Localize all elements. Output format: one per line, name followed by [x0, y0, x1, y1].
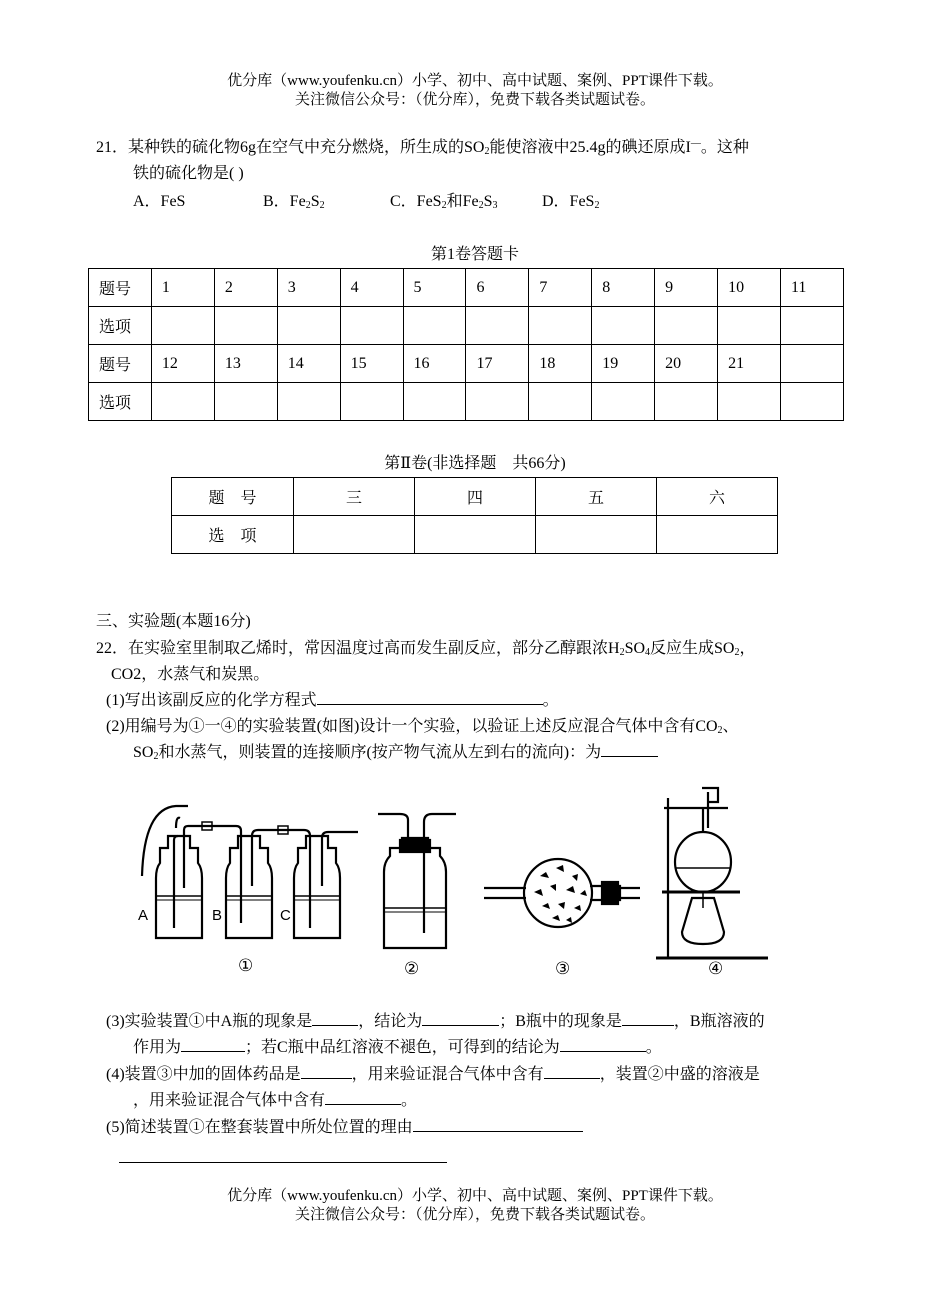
answer-cell[interactable]: [592, 383, 655, 421]
answer-cell[interactable]: [277, 383, 340, 421]
table-cell: 3: [277, 269, 340, 307]
q22-part-1: (1)写出该副反应的化学方程式 。: [106, 692, 559, 709]
table-cell: 18: [529, 345, 592, 383]
q22-part-2-line-1: (2)用编号为①一④的实验装置(如图)设计一个实验，以验证上述反应混合气体中含有$CO_2$、: [106, 718, 739, 736]
answer-blank[interactable]: [544, 1064, 600, 1079]
table-row: [89, 307, 844, 345]
answer-cell[interactable]: [657, 516, 778, 554]
table-cell: 20: [655, 345, 718, 383]
row-label: 选 项: [172, 516, 294, 554]
table-cell: 5: [403, 269, 466, 307]
answer-cell[interactable]: [403, 383, 466, 421]
part2-title: 第Ⅱ卷(非选择题 共66分): [384, 455, 566, 472]
answer-cell[interactable]: [340, 307, 403, 345]
q21-option-d: D．FeS$_2$: [542, 193, 600, 211]
answer-cell[interactable]: [466, 307, 529, 345]
answer-cell[interactable]: [536, 516, 657, 554]
answer-blank[interactable]: [622, 1011, 674, 1026]
answer-blank[interactable]: [560, 1037, 646, 1052]
q22-part-4-line-1: (4)装置③中加的固体药品是 ，用来验证混合气体中含有 ，装置②中盛的溶液是: [106, 1066, 760, 1083]
answer-cell[interactable]: [151, 383, 214, 421]
table-cell: 11: [780, 269, 843, 307]
table-cell: 五: [536, 478, 657, 516]
table-cell: [780, 345, 843, 383]
q21-line-2: 铁的硫化物是( ): [133, 165, 244, 182]
q22-part-3-line-1: (3)实验装置①中A瓶的现象是 ，结论为 ；B瓶中的现象是 ，B瓶溶液的: [106, 1013, 765, 1030]
answer-card-title: 第1卷答题卡: [430, 246, 519, 263]
table-cell: 8: [592, 269, 655, 307]
q22-part-3-line-2: 作用为 ；若C瓶中品红溶液不褪色，可得到的结论为 。: [133, 1039, 662, 1056]
answer-card-table: [88, 268, 844, 421]
table-row: [89, 269, 844, 307]
answer-blank[interactable]: [413, 1117, 583, 1132]
table-cell: 12: [151, 345, 214, 383]
answer-blank[interactable]: [422, 1011, 499, 1026]
table-cell: 六: [657, 478, 778, 516]
answer-cell[interactable]: [415, 516, 536, 554]
row-label: 选项: [89, 307, 152, 345]
answer-cell[interactable]: [214, 307, 277, 345]
table-cell: 2: [214, 269, 277, 307]
flask-stand-icon: [656, 788, 768, 958]
q22-part-4-line-2: ，用来验证混合气体中含有 。: [133, 1092, 418, 1109]
table-cell: 17: [466, 345, 529, 383]
answer-blank[interactable]: [325, 1090, 401, 1105]
answer-blank[interactable]: [317, 690, 543, 705]
table-cell: 16: [403, 345, 466, 383]
answer-cell[interactable]: [655, 383, 718, 421]
table-cell: 13: [214, 345, 277, 383]
footer-line-1: 优分库（www.youfenku.cn）小学、初中、高中试题、案例、PPT课件下载。: [227, 1188, 723, 1204]
answer-cell[interactable]: [340, 383, 403, 421]
table-cell: 9: [655, 269, 718, 307]
table-row: [89, 345, 844, 383]
answer-blank[interactable]: [301, 1064, 352, 1079]
table-cell: 7: [529, 269, 592, 307]
answer-blank[interactable]: [312, 1011, 358, 1026]
answer-cell[interactable]: [780, 307, 843, 345]
apparatus-label-2: ②: [404, 959, 420, 979]
answer-cell[interactable]: [294, 516, 415, 554]
q22-line-1: 22．在实验室里制取乙烯时，常因温度过高而发生副反应，部分乙醇跟浓$H_2SO_4$反应生成$SO_2$，: [96, 640, 756, 658]
answer-cell[interactable]: [466, 383, 529, 421]
apparatus-figure: [128, 768, 778, 983]
q22-line-2: CO2，水蒸气和炭黑。: [111, 666, 270, 683]
q21-option-b: B．$Fe_2S_2$: [263, 193, 325, 211]
table-cell: 4: [340, 269, 403, 307]
row-label: 选项: [89, 383, 152, 421]
wash-bottles-icon: [142, 806, 358, 938]
answer-cell[interactable]: [529, 383, 592, 421]
table-cell: 21: [718, 345, 781, 383]
row-label: 题 号: [172, 478, 294, 516]
table-cell: 15: [340, 345, 403, 383]
table-cell: 1: [151, 269, 214, 307]
footer-line-2: 关注微信公众号：（优分库），免费下载各类试题试卷。: [294, 1207, 655, 1223]
table-row: [89, 383, 844, 421]
answer-cell[interactable]: [151, 307, 214, 345]
answer-blank[interactable]: [181, 1037, 245, 1052]
q21-line-1: 21．某种铁的硫化物6g在空气中充分燃烧，所生成的$SO_2$能使溶液中25.4g的碘还原成I—。这种: [96, 138, 749, 157]
header-line-1: 优分库（www.youfenku.cn）小学、初中、高中试题、案例、PPT课件下载。: [227, 73, 723, 89]
answer-cell[interactable]: [403, 307, 466, 345]
bottle-label-a: A: [138, 907, 149, 924]
gas-bottle-icon: [378, 814, 456, 948]
apparatus-label-3: ③: [555, 959, 571, 979]
part2-table: [171, 477, 778, 554]
apparatus-label-1: ①: [238, 956, 254, 976]
bottle-label-c: C: [280, 907, 291, 924]
table-cell: 四: [415, 478, 536, 516]
bottle-label-b: B: [212, 907, 223, 924]
answer-cell[interactable]: [592, 307, 655, 345]
answer-cell[interactable]: [655, 307, 718, 345]
answer-cell[interactable]: [780, 383, 843, 421]
header-line-2: 关注微信公众号：（优分库），免费下载各类试题试卷。: [294, 92, 655, 108]
row-label: 题号: [89, 345, 152, 383]
answer-line[interactable]: [119, 1162, 447, 1163]
drying-tube-icon: [484, 859, 640, 927]
apparatus-label-4: ④: [708, 959, 724, 979]
table-cell: 三: [294, 478, 415, 516]
table-cell: 14: [277, 345, 340, 383]
answer-cell[interactable]: [718, 307, 781, 345]
q21-option-a: A．FeS: [133, 193, 186, 210]
table-cell: 19: [592, 345, 655, 383]
q21-option-c: C．FeS$_2$和$Fe_2S_3$: [390, 193, 498, 211]
table-cell: 10: [718, 269, 781, 307]
q22-part-5: (5)简述装置①在整套装置中所处位置的理由: [106, 1117, 583, 1139]
answer-cell[interactable]: [529, 307, 592, 345]
section3-title: 三、实验题(本题16分): [96, 613, 251, 630]
table-row: [172, 478, 778, 516]
answer-blank[interactable]: [601, 742, 658, 757]
row-label: 题号: [89, 269, 152, 307]
answer-cell[interactable]: [214, 383, 277, 421]
q22-part-2-line-2: $SO_2$和水蒸气，则装置的连接顺序(按产物气流从左到右的流向)：为: [133, 742, 658, 764]
table-row: [172, 516, 778, 554]
answer-cell[interactable]: [277, 307, 340, 345]
answer-cell[interactable]: [718, 383, 781, 421]
table-cell: 6: [466, 269, 529, 307]
